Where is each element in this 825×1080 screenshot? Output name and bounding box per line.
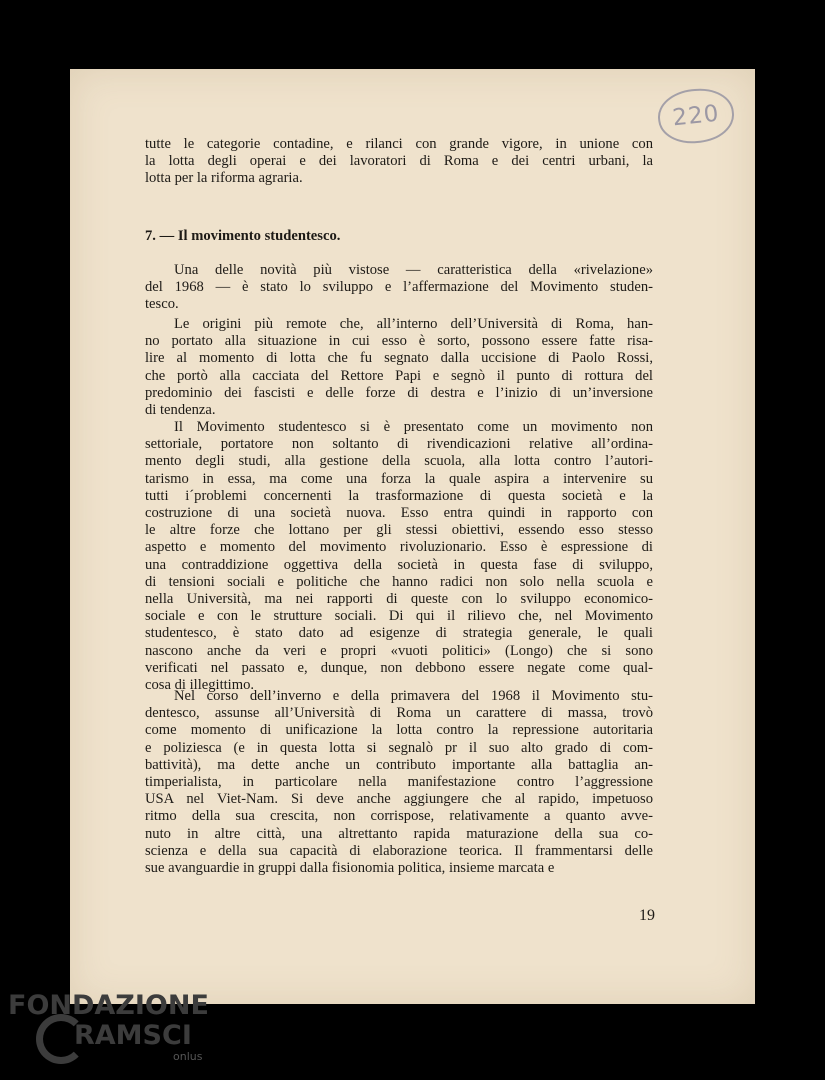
text-line: costruzione di una società nuova. Esso entra quindi in rapporto con bbox=[145, 505, 653, 522]
text-line: timperialista, in particolare nella manifestazione contro l’aggressione bbox=[145, 774, 653, 791]
document-page bbox=[70, 69, 755, 1004]
text-line: nascono anche da veri e propri «vuoti politici» (Longo) che si sono bbox=[145, 642, 653, 659]
page-number: 19 bbox=[639, 907, 655, 924]
text-line: Una delle novità più vistose — caratteristica della «rivelazione» bbox=[174, 262, 653, 278]
intro-paragraph bbox=[145, 136, 653, 188]
text-line: cosa di illegittimo. bbox=[145, 677, 255, 694]
text-line: nuto in altre città, una altrettanto rapida maturazione della sua co- bbox=[145, 825, 653, 842]
text-line: scienza e della sua capacità di elaborazione teorica. Il frammentarsi delle bbox=[145, 842, 653, 859]
text-line: tutti i´problemi concernenti la trasformazione di questa società e la bbox=[145, 487, 653, 504]
text-line: che portò alla cacciata del Rettore Papi e segnò il punto di rottura del bbox=[145, 367, 653, 384]
text-line: mento degli studi, alla gestione della scuola, alla lotta contro l’autori- bbox=[145, 453, 653, 470]
text-line: come momento di unificazione la lotta contro la repressione autoritaria bbox=[145, 722, 653, 739]
logo-line1: FONDAZIONE bbox=[8, 990, 209, 1021]
text-line: sue avanguardie in gruppi dalla fisionomia politica, insieme marcata e bbox=[145, 860, 555, 877]
text-line: USA nel Viet-Nam. Si deve anche aggiungere che al rapido, impetuoso bbox=[145, 791, 653, 808]
text-line: nella Università, ma nei rapporti di queste con lo sviluppo economico- bbox=[145, 591, 653, 608]
text-line: predominio dei fascisti e delle forze di destra e l’inizio di un’inversione bbox=[145, 384, 653, 401]
text-line: tutte le categorie contadine, e rilanci con grande vigore, in unione con bbox=[145, 136, 653, 152]
text-line: una contraddizione oggettiva della società in questa fase di sviluppo, bbox=[145, 556, 653, 573]
paragraph-4 bbox=[145, 688, 653, 877]
text-line: battività), ma dette anche un contributo importante alla battaglia an- bbox=[145, 756, 653, 773]
text-line: aspetto e momento del movimento rivoluzionario. Esso è espressione di bbox=[145, 539, 653, 556]
fondazione-gramsci-logo bbox=[8, 990, 208, 1070]
logo-sub: onlus bbox=[173, 1050, 203, 1063]
text-line: dentesco, assunse all’Università di Roma un carattere di massa, trovò bbox=[145, 705, 653, 722]
text-line: di tendenza. bbox=[145, 402, 216, 419]
text-line: Il Movimento studentesco si è presentato come un movimento non bbox=[174, 419, 653, 435]
text-line: le altre forze che lottano per gli stessi obiettivi, essendo esso stesso bbox=[145, 522, 653, 539]
logo-line2: RAMSCI bbox=[74, 1020, 192, 1051]
text-line: verificati nel passato e, dunque, non debbono essere negate come qual- bbox=[145, 659, 653, 676]
text-line: studentesco, è stato dato ad esigenze di strategia generale, le quali bbox=[145, 625, 653, 642]
text-line: la lotta degli operai e dei lavoratori di Roma e dei centri urbani, la bbox=[145, 153, 653, 170]
text-line: settoriale, portatore non soltanto di rivendicazioni relative all’ordina- bbox=[145, 436, 653, 453]
text-line: lotta per la riforma agraria. bbox=[145, 170, 303, 187]
text-line: e poliziesca (e in questa lotta si segnalò pr il suo alto grado di com- bbox=[145, 739, 653, 756]
text-line: Nel corso dell’inverno e della primavera del 1968 il Movimento stu- bbox=[174, 688, 653, 704]
text-line: lire al momento di lotta che fu segnato dalla uccisione di Paolo Rossi, bbox=[145, 350, 653, 367]
text-line: ritmo della sua crescita, non corrispose, relativamente a quanto avve- bbox=[145, 808, 653, 825]
handwritten-archive-number: 220 bbox=[655, 85, 736, 147]
text-line: tesco. bbox=[145, 296, 179, 313]
text-line: del 1968 — è stato lo sviluppo e l’affermazione del Movimento studen- bbox=[145, 279, 653, 296]
text-line: di tensioni sociali e politiche che hanno radici non solo nella scuola e bbox=[145, 573, 653, 590]
section-heading: 7. — Il movimento studentesco. bbox=[145, 228, 341, 244]
text-line: tarismo in essa, ma come una forza la quale aspira a intervenire su bbox=[145, 470, 653, 487]
text-line: sociale e con le strutture sociali. Di qui il rilievo che, nel Movimento bbox=[145, 608, 653, 625]
paragraph-3 bbox=[145, 419, 653, 694]
paragraph-2 bbox=[145, 316, 653, 419]
text-line: no portato alla situazione in cui esso è sorto, possono essere fatte risa- bbox=[145, 333, 653, 350]
text-line: Le origini più remote che, all’interno dell’Università di Roma, han- bbox=[174, 316, 653, 332]
paragraph-1 bbox=[145, 262, 653, 314]
